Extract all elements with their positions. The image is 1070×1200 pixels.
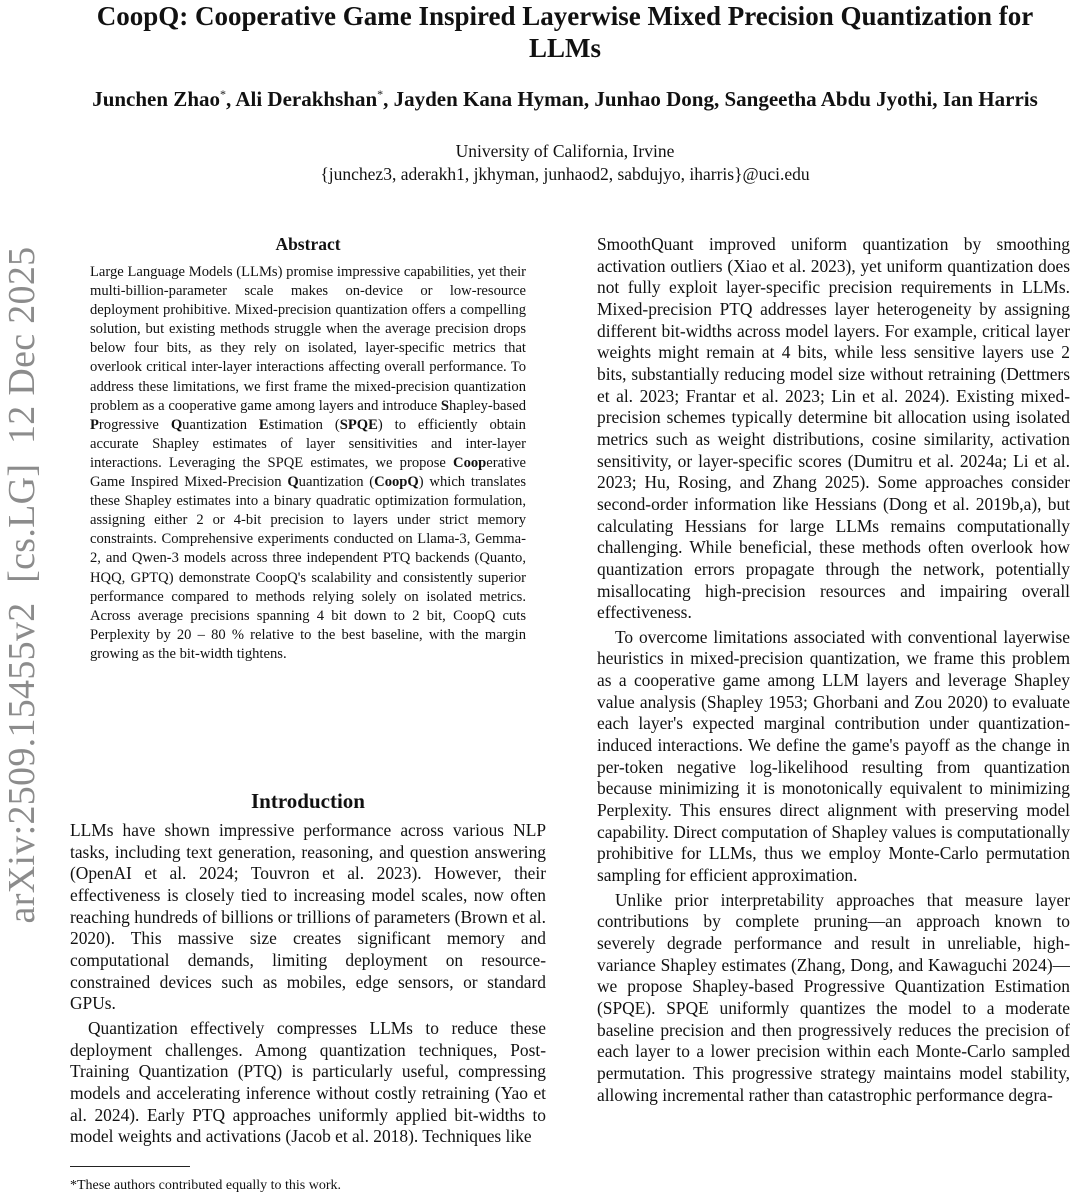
paragraph: Quantization effectively compresses LLMs to reduce these deployment challenges. Among quantization techniques, Post-Training Quantization (PTQ) is particularly useful, compressing models and accelerating inference without costly retraining (Yao et al. 2024). Early PTQ approaches uniformly applied bit-widths to model weights and activations (Jacob et al. 2018). Techniques like [70,1017,546,1147]
affiliation-block [60,140,1070,186]
affiliation: University of California, Irvine [455,141,675,161]
author-name: Junchen Zhao [92,87,220,111]
abstract-bold-text: Q [287,474,299,491]
paragraph: To overcome limitations associated with conventional layerwise heuristics in mixed-precision quantization, we frame this problem as a cooperative game among LLM layers and leverage Shapley value analysis (Shapley 1953; Ghorbani and Zou 2020) to evaluate each layer's expected marginal contribution under quantization-induced interactions. We define the game's payoff as the change in per-token negative log-likelihood resulting from quantization because minimizing it is monotonically equivalent to minimizing Perplexity. This ensures direct alignment with preserving model capability. Direct computation of Shapley values is computationally prohibitive for LLMs, thus we employ Monte-Carlo permutation sampling for efficient approximation. [597,626,1070,886]
paper-title: CoopQ: Cooperative Game Inspired Layerwise Mixed Precision Quantization for LLMs [96,1,1034,63]
equal-contribution-mark: * [220,87,226,101]
emails: {junchez3, aderakh1, jkhyman, junhaod2, sabdujyo, iharris}@uci.edu [320,164,810,184]
abstract-text [90,263,526,664]
abstract-text-segment: hapley-based [449,397,526,414]
author-list: Junchen Zhao*, Ali Derakhshan*, Jayden Kana Hyman, Junhao Dong, Sangeetha Abdu Jyothi, Ian Harris [92,87,1038,111]
introduction-heading: Introduction [251,789,365,813]
paragraph: SmoothQuant improved uniform quantization by smoothing activation outliers (Xiao et al. 2023), yet uniform quantization does not fully exploit layer-specific precision requirements in LLMs. Mixed-precision PTQ addresses layer heterogeneity by assigning different bit-widths across model layers. For example, critical layer weights might remain at 4 bits, while less sensitive layers use 2 bits, substantially reducing model size without retraining (Dettmers et al. 2023; Frantar et al. 2023; Lin et al. 2024). Existing mixed-precision schemes typically determine bit allocation using isolated metrics such as weight distributions, cosine similarity, activation sensitivity, or layer-specific scores (Dumitru et al. 2024a; Li et al. 2023; Hu, Rosing, and Zhang 2025). Some approaches consider second-order information like Hessians (Dong et al. 2019b,a), but calculating Hessians for large LLMs remains computationally challenging. While beneficial, these methods often overlook how quantization errors propagate through the network, potentially misallocating high-precision resources and impairing overall effectiveness. [597,234,1070,623]
abstract-text-segment: uantization [182,416,259,433]
abstract-text-segment: Large Language Models (LLMs) promise impressive capabilities, yet their multi-billion-parameter scale makes on-device or low-resource deployment prohibitive. Mixed-precision quantization offers a compelling solution, but existing methods struggle when the average precision drops below four bits, as they rely on isolated, layer-specific metrics that overlook critical inter-layer interactions affecting overall performance. To address these limitations, we first frame the mixed-precision quantization problem as a cooperative game among layers and introduce [90,264,526,414]
abstract-text-segment: stimation ( [268,416,340,433]
author-name: Junhao Dong [594,87,714,111]
equal-contribution-mark: * [377,87,384,101]
right-column-body [597,234,1070,1106]
author-name: Sangeetha Abdu Jyothi [724,87,933,111]
arxiv-stamp: arXiv:2509.15455v2 [cs.LG] 12 Dec 2025 [1,246,43,924]
abstract-bold-text: Q [170,416,183,433]
abstract-bold-text: P [90,416,99,433]
abstract-bold-text: E [258,416,269,433]
footnote-rule [70,1166,190,1167]
paragraph: Unlike prior interpretability approaches that measure layer contributions by complete pruning—an approach known to severely degrade performance and result in unreliable, high-variance Shapley estimates (Zhang, Dong, and Kawaguchi 2024)—we propose Shapley-based Progressive Quantization Estimation (SPQE). SPQE uniformly quantizes the model to a moderate baseline precision and then progressively reduces the precision of each layer to a lower precision within each Monte-Carlo sampled permutation. This progressive strategy maintains model stability, allowing incremental rather than catastrophic performance degra- [597,889,1070,1105]
abstract-text-segment: rogressive [98,416,171,433]
author-name: Jayden Kana Hyman [393,87,584,111]
abstract-text-segment: ) to efficiently obtain accurate Shapley estimates of layer sensitivities and inter-layer interactions. Leveraging the SPQE estimates, we propose [90,416,526,471]
abstract-text-segment: ) which translates these Shapley estimates into a binary quadratic optimization formulation, assigning either 2 or 4-bit precision to layers under strict memory constraints. Comprehensive experiments conducted on Llama-3, Gemma-2, and Qwen-3 models across three independent PTQ backends (Quanto, HQQ, GPTQ) demonstrate CoopQ's scalability and consistently superior performance compared to methods relying solely on isolated metrics. Across average precisions spanning 4 bit down to 2 bit, CoopQ cuts Perplexity by 20 – 80 % relative to the best baseline, with the margin growing as the bit-width tightens. [90,474,526,662]
abstract-heading: Abstract [275,234,341,254]
author-name: Ali Derakhshan [235,87,378,111]
author-name: Ian Harris [942,87,1038,111]
paragraph: LLMs have shown impressive performance across various NLP tasks, including text generation, reasoning, and question answering (OpenAI et al. 2024; Touvron et al. 2023). However, their effectiveness is closely tied to increasing model scales, now often reaching hundreds of billions or trillions of parameters (Brown et al. 2020). This massive size creates significant memory and computational demands, limiting deployment on resource-constrained devices such as mobiles, edge sensors, or standard GPUs. [70,820,546,1014]
introduction-body [70,820,546,1148]
abstract-bold-text: S [440,397,449,414]
abstract-bold-text: SPQE [339,416,378,433]
footnote: *These authors contributed equally to this work. [70,1178,341,1193]
abstract-bold-text: CoopQ [374,474,419,491]
abstract-text-segment: erative Game Inspired Mixed-Precision [90,454,526,491]
abstract-bold-text: Coop [453,454,487,471]
abstract-text-segment: uantization ( [298,474,375,491]
